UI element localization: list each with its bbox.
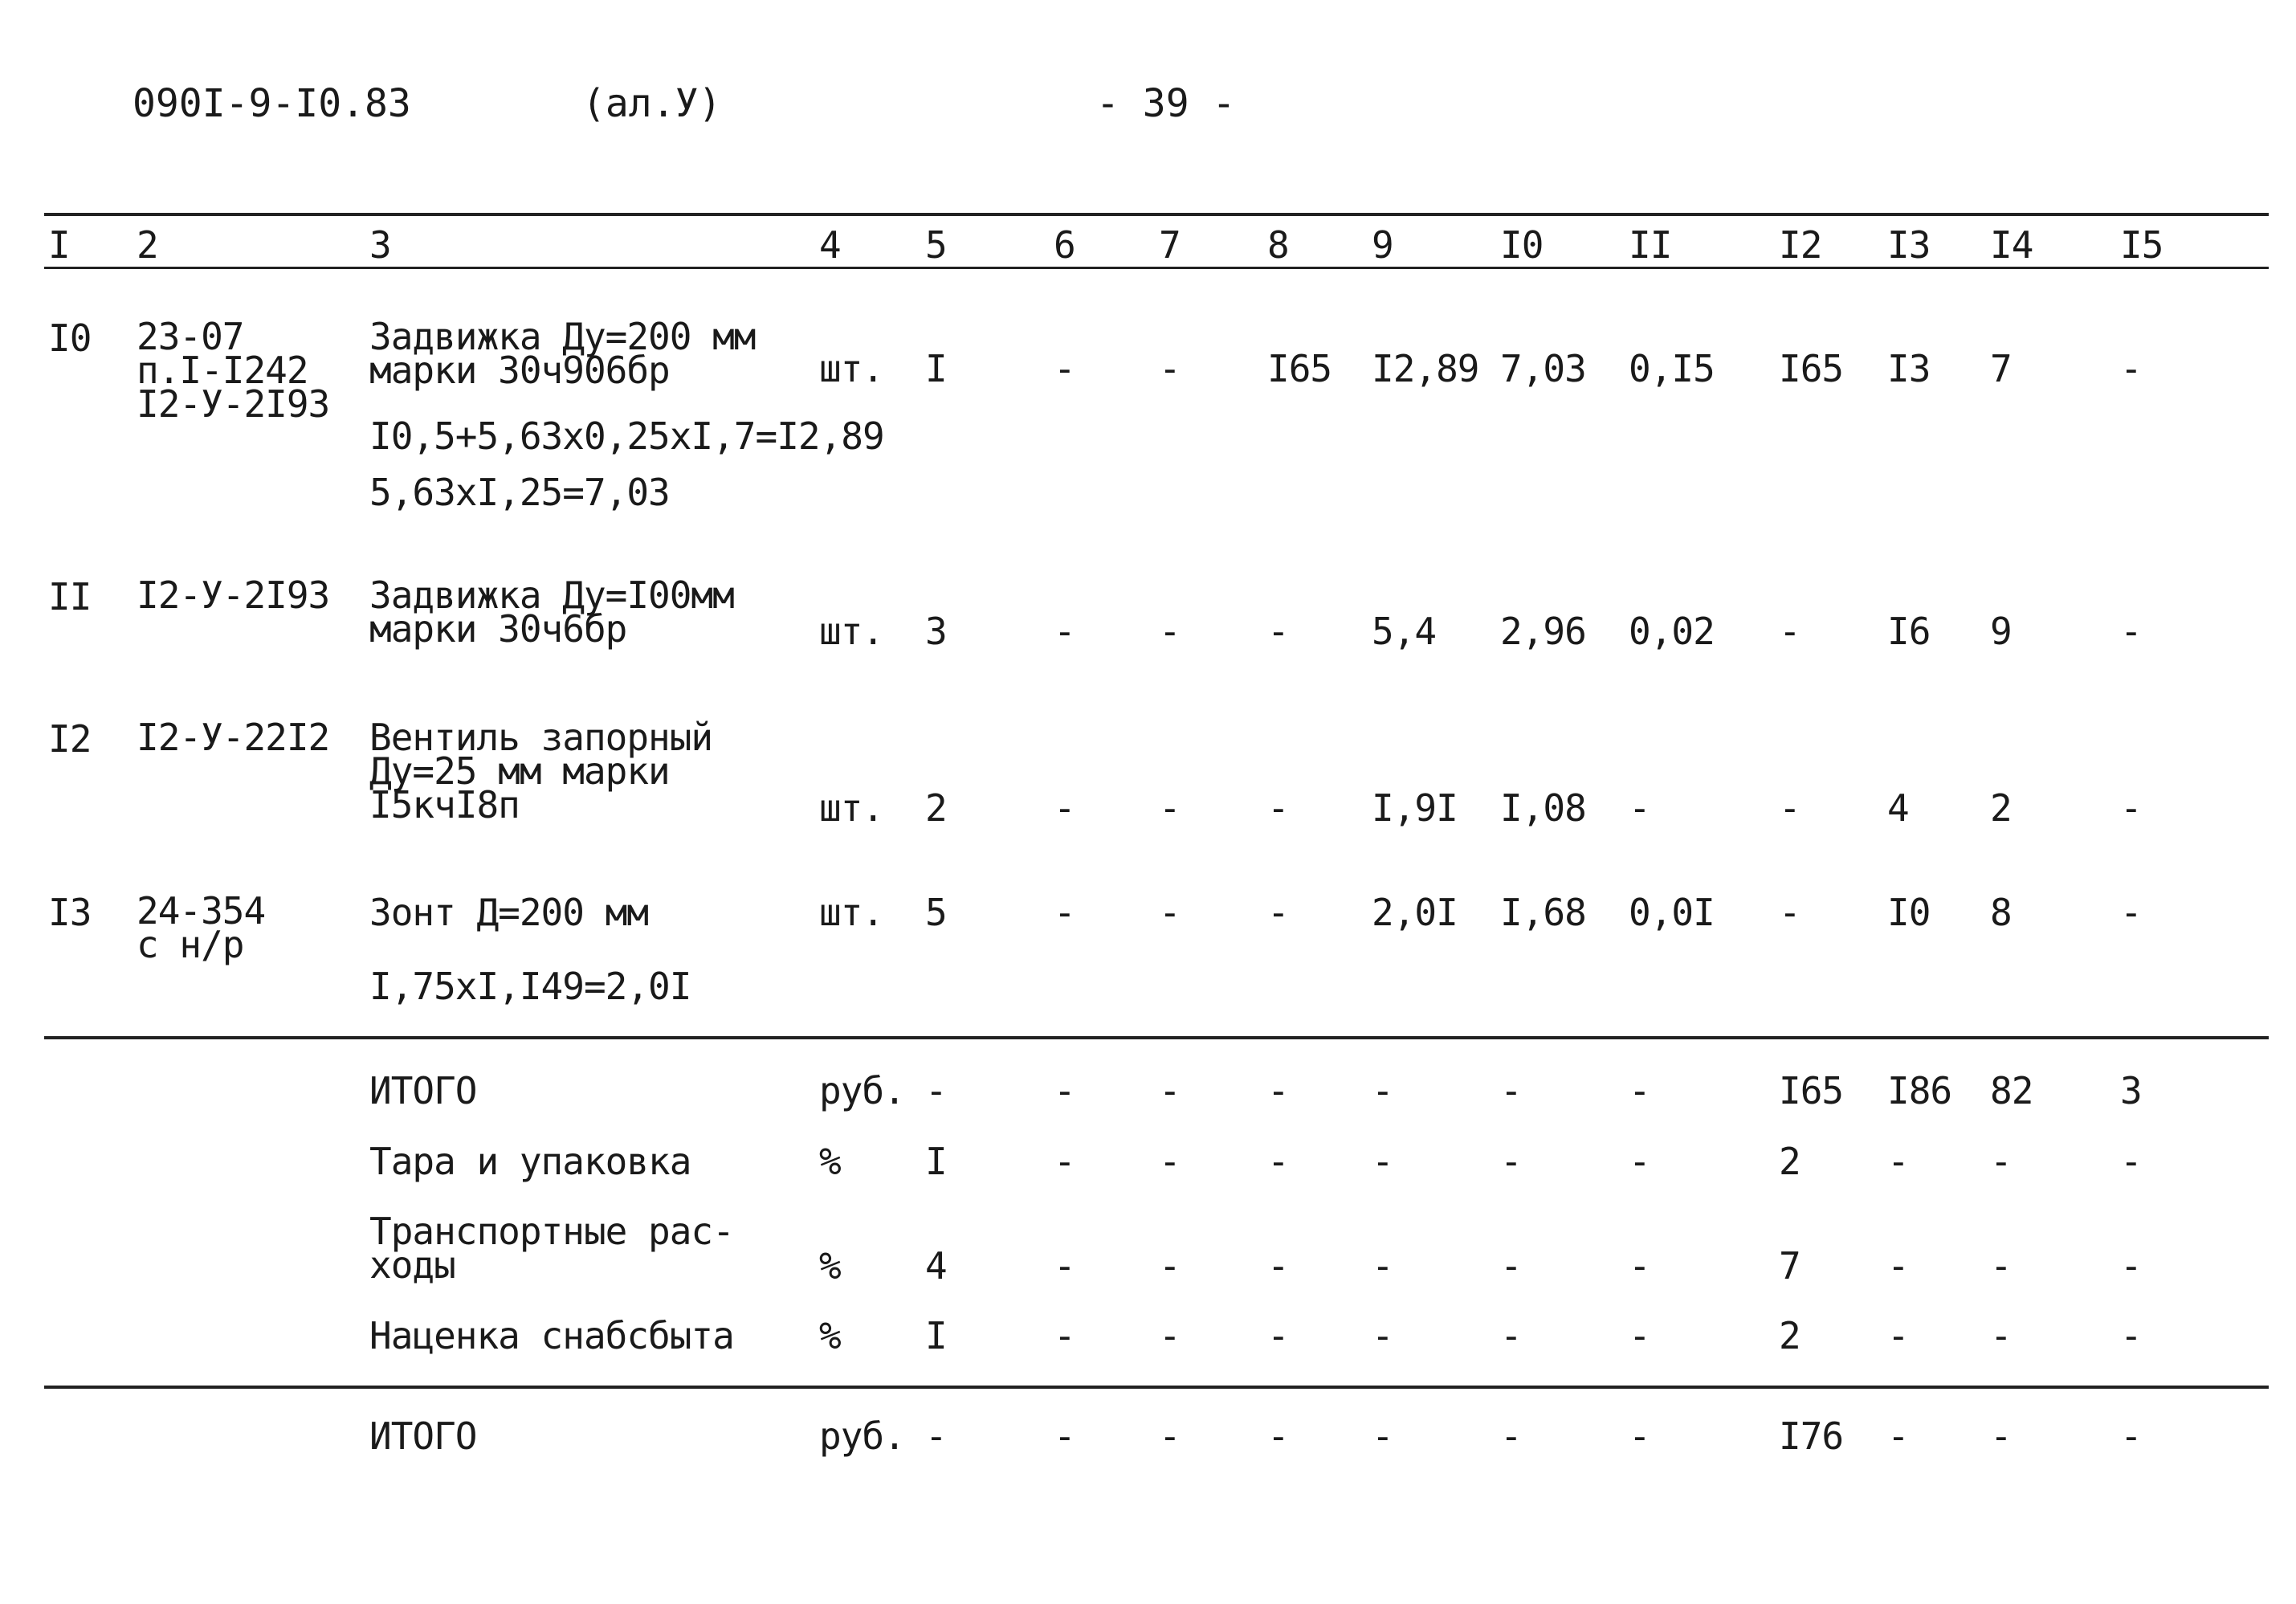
- column-header: 8: [1267, 223, 1289, 267]
- summary-cell: 2: [1779, 1140, 1801, 1183]
- summary-cell: -: [1054, 1140, 1075, 1183]
- summary-cell: -: [1500, 1140, 1522, 1183]
- summary-cell: -: [1267, 1140, 1289, 1183]
- column-header: II: [1629, 223, 1672, 267]
- row-cell: I65: [1267, 347, 1332, 390]
- row-cell: 2,96: [1500, 610, 1586, 653]
- summary-cell: -: [1054, 1314, 1075, 1357]
- row-qty: 2: [925, 786, 947, 830]
- row-cell: -: [1267, 786, 1289, 830]
- column-header: I5: [2120, 223, 2163, 267]
- row-cell: -: [1779, 610, 1801, 653]
- summary-cell: -: [1159, 1314, 1181, 1357]
- column-header: 3: [369, 223, 391, 267]
- summary-cell: -: [1267, 1244, 1289, 1288]
- total-cell: -: [1629, 1414, 1650, 1458]
- row-calculation: I,75xI,I49=2,0I: [369, 965, 691, 1008]
- summary-cell: -: [1990, 1140, 2012, 1183]
- summary-cell: -: [925, 1069, 947, 1112]
- summary-cell: -: [1159, 1244, 1181, 1288]
- summary-cell: -: [2120, 1140, 2142, 1183]
- row-cell: I,08: [1500, 786, 1586, 830]
- summary-cell: -: [1629, 1069, 1650, 1112]
- summary-unit: %: [819, 1314, 841, 1357]
- total-cell: -: [2120, 1414, 2142, 1458]
- row-unit: шт.: [819, 347, 884, 390]
- row-unit: шт.: [819, 891, 884, 934]
- row-cell: I,68: [1500, 891, 1586, 934]
- total-cell: I76: [1779, 1414, 1844, 1458]
- row-unit: шт.: [819, 786, 884, 830]
- summary-cell: -: [1159, 1140, 1181, 1183]
- summary-unit: %: [819, 1140, 841, 1183]
- row-cell: 2: [1990, 786, 2012, 830]
- summary-cell: -: [1372, 1069, 1393, 1112]
- column-header: 5: [925, 223, 947, 267]
- row-cell: 7: [1990, 347, 2012, 390]
- total-cell: -: [1372, 1414, 1393, 1458]
- column-header: 4: [819, 223, 841, 267]
- summary-cell: -: [2120, 1244, 2142, 1288]
- total-top-rule: [44, 1386, 2269, 1389]
- total-cell: -: [1887, 1414, 1909, 1458]
- row-cell: I3: [1887, 347, 1931, 390]
- row-code: I2-У-2I93: [137, 573, 330, 617]
- total-cell: -: [1500, 1414, 1522, 1458]
- row-cell: -: [1629, 786, 1650, 830]
- row-cell: I,9I: [1372, 786, 1458, 830]
- row-number: I3: [48, 891, 92, 934]
- summary-unit: %: [819, 1244, 841, 1288]
- summary-cell: I: [925, 1314, 947, 1357]
- summary-cell: -: [1054, 1244, 1075, 1288]
- summary-unit: руб.: [819, 1069, 905, 1112]
- row-cell: -: [2120, 347, 2142, 390]
- row-cell: -: [1159, 891, 1181, 934]
- total-label: ИТОГО: [369, 1414, 477, 1458]
- row-cell: -: [1054, 347, 1075, 390]
- total-cell: -: [1990, 1414, 2012, 1458]
- row-cell: 5,4: [1372, 610, 1437, 653]
- summary-cell: 4: [925, 1244, 947, 1288]
- row-cell: 9: [1990, 610, 2012, 653]
- summary-cell: 7: [1779, 1244, 1801, 1288]
- row-cell: I0: [1887, 891, 1931, 934]
- summary-cell: 2: [1779, 1314, 1801, 1357]
- row-cell: 0,0I: [1629, 891, 1715, 934]
- row-cell: 0,I5: [1629, 347, 1715, 390]
- column-header: I4: [1990, 223, 2033, 267]
- summary-cell: -: [1159, 1069, 1181, 1112]
- total-cell: -: [1159, 1414, 1181, 1458]
- row-code: I2-У-22I2: [137, 716, 330, 759]
- summary-cell: I65: [1779, 1069, 1844, 1112]
- total-cell: -: [925, 1414, 947, 1458]
- summary-cell: -: [1267, 1314, 1289, 1357]
- table-top-rule: [44, 213, 2269, 216]
- column-header: I0: [1500, 223, 1544, 267]
- summary-label: Наценка снабсбыта: [369, 1314, 734, 1357]
- column-header: 9: [1372, 223, 1393, 267]
- summary-cell: -: [1990, 1244, 2012, 1288]
- summary-cell: -: [1629, 1140, 1650, 1183]
- row-cell: -: [1267, 891, 1289, 934]
- row-number: II: [48, 575, 92, 618]
- row-cell: -: [1779, 891, 1801, 934]
- total-unit: руб.: [819, 1414, 905, 1458]
- row-code: 24-354 с н/р: [137, 889, 266, 966]
- summary-cell: -: [1500, 1314, 1522, 1357]
- summary-label: ИТОГО: [369, 1069, 477, 1112]
- summary-cell: -: [1629, 1244, 1650, 1288]
- row-cell: 7,03: [1500, 347, 1586, 390]
- header-bottom-rule: [44, 267, 2269, 269]
- row-qty: 3: [925, 610, 947, 653]
- row-qty: I: [925, 347, 947, 390]
- row-cell: -: [1159, 786, 1181, 830]
- row-unit: шт.: [819, 610, 884, 653]
- row-calculation: 5,63xI,25=7,03: [369, 471, 670, 514]
- row-cell: 2,0I: [1372, 891, 1458, 934]
- summary-cell: -: [1887, 1314, 1909, 1357]
- page-number: - 39 -: [1096, 81, 1236, 126]
- row-cell: I2,89: [1372, 347, 1479, 390]
- row-number: I0: [48, 316, 92, 360]
- summary-cell: 3: [2120, 1069, 2142, 1112]
- row-cell: -: [1054, 891, 1075, 934]
- row-cell: I65: [1779, 347, 1844, 390]
- row-cell: -: [1779, 786, 1801, 830]
- row-cell: -: [1054, 610, 1075, 653]
- column-header: I3: [1887, 223, 1931, 267]
- column-header: 6: [1054, 223, 1075, 267]
- row-name: Задвижка Ду=I00мм марки 30ч6бр: [369, 573, 734, 651]
- summary-cell: -: [1054, 1069, 1075, 1112]
- row-cell: -: [1159, 610, 1181, 653]
- row-cell: -: [2120, 786, 2142, 830]
- total-cell: -: [1267, 1414, 1289, 1458]
- row-name: Вентиль запорный Ду=25 мм марки I5кчI8п: [369, 716, 713, 826]
- summary-cell: -: [1267, 1069, 1289, 1112]
- row-cell: -: [1267, 610, 1289, 653]
- row-qty: 5: [925, 891, 947, 934]
- row-code: 23-07 п.I-I242 I2-У-2I93: [137, 315, 330, 426]
- summary-cell: -: [1372, 1140, 1393, 1183]
- row-cell: -: [2120, 610, 2142, 653]
- row-number: I2: [48, 717, 92, 761]
- row-name: Зонт Д=200 мм: [369, 891, 649, 934]
- column-header: 2: [137, 223, 158, 267]
- summary-cell: -: [1990, 1314, 2012, 1357]
- summary-label: Транспортные рас- ходы: [369, 1210, 734, 1287]
- row-name: Задвижка Ду=200 мм марки 30ч906бр: [369, 315, 756, 392]
- summary-cell: -: [1629, 1314, 1650, 1357]
- summary-cell: -: [1887, 1244, 1909, 1288]
- summary-cell: -: [2120, 1314, 2142, 1357]
- total-cell: -: [1054, 1414, 1075, 1458]
- album-label: (ал.У): [582, 81, 722, 126]
- row-cell: 8: [1990, 891, 2012, 934]
- summary-cell: -: [1372, 1314, 1393, 1357]
- summary-top-rule: [44, 1036, 2269, 1039]
- column-header: I2: [1779, 223, 1822, 267]
- column-header: I: [48, 223, 70, 267]
- row-cell: -: [1159, 347, 1181, 390]
- row-cell: -: [1054, 786, 1075, 830]
- row-cell: I6: [1887, 610, 1931, 653]
- summary-cell: -: [1500, 1069, 1522, 1112]
- summary-label: Тара и упаковка: [369, 1140, 691, 1183]
- summary-cell: -: [1887, 1140, 1909, 1183]
- summary-cell: 82: [1990, 1069, 2033, 1112]
- row-cell: 0,02: [1629, 610, 1715, 653]
- summary-cell: I86: [1887, 1069, 1952, 1112]
- summary-cell: -: [1372, 1244, 1393, 1288]
- summary-cell: -: [1500, 1244, 1522, 1288]
- row-cell: 4: [1887, 786, 1909, 830]
- summary-cell: I: [925, 1140, 947, 1183]
- row-cell: -: [2120, 891, 2142, 934]
- doc-code: 090I-9-I0.83: [133, 81, 411, 126]
- row-calculation: I0,5+5,63x0,25xI,7=I2,89: [369, 414, 884, 458]
- column-header: 7: [1159, 223, 1181, 267]
